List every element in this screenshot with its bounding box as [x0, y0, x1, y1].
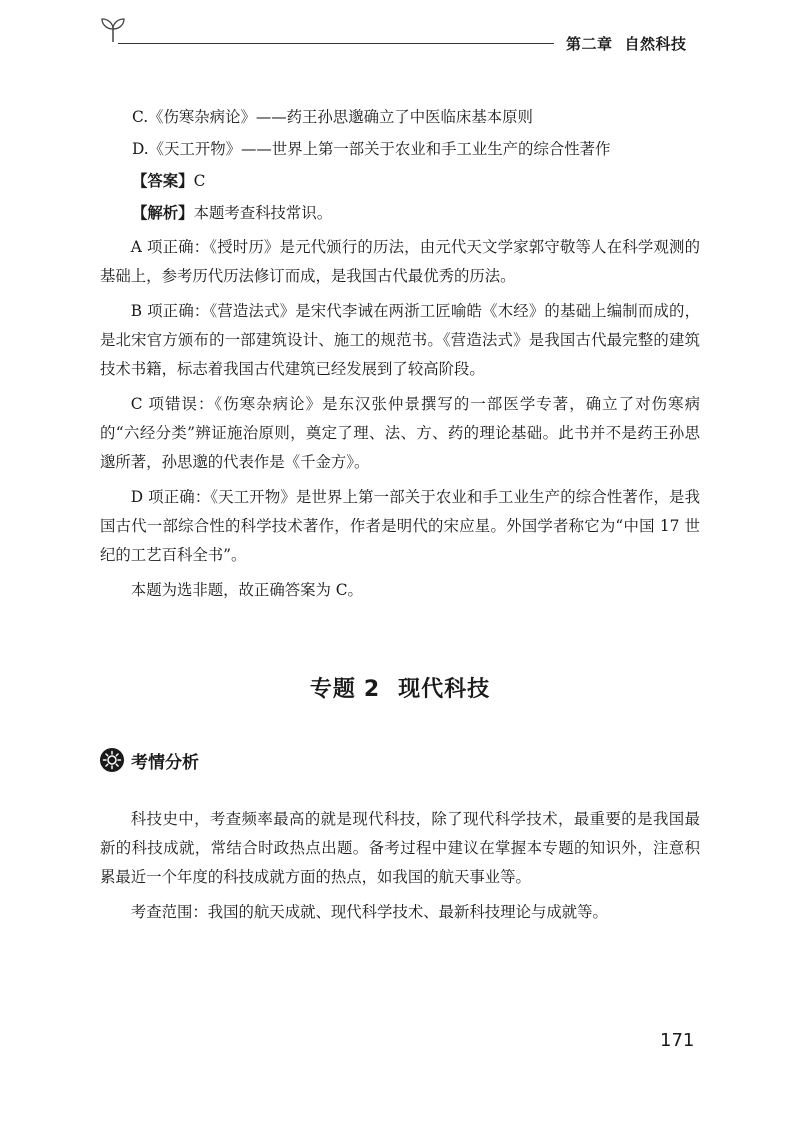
page-number: 171 — [660, 1030, 695, 1051]
paragraph-c: C 项错误：《伤寒杂病论》是东汉张仲景撰写的一部医学专著，确立了对伤寒病的“六经分类”辨证施治原则，奠定了理、法、方、药的理论基础。此书并不是药王孙思邈所著，孙思邈的代表作是《千金方》。 — [100, 395, 700, 471]
header-rule — [118, 43, 554, 44]
chapter-subject: 自然科技 — [624, 35, 687, 53]
chapter-title — [566, 33, 687, 54]
answer-label: 【答案】 — [132, 172, 194, 190]
sprout-icon — [98, 14, 128, 44]
paragraph-a: A 项正确：《授时历》是元代颁行的历法，由元代天文学家郭守敬等人在科学观测的基础上，参考历代历法修订而成，是我国古代最优秀的历法。 — [100, 238, 700, 285]
explanation-line — [132, 199, 700, 227]
paragraph-d: D 项正确：《天工开物》是世界上第一部关于农业和手工业生产的综合性著作，是我国古代一部综合性的科学技术著作，作者是明代的宋应星。外国学者称它为“中国 17 世纪的工艺百科全书”。 — [100, 488, 700, 564]
explanation-label: 【解析】 — [132, 204, 194, 222]
section-title — [0, 672, 800, 703]
section-name: 现代科技 — [398, 677, 491, 702]
option-d: D.《天工开物》——世界上第一部关于农业和手工业生产的综合性著作 — [132, 140, 611, 158]
paragraph-b: B 项正确：《营造法式》是宋代李诫在两浙工匠喻皓《木经》的基础上编制而成的，是北宋官方颁布的一部建筑设计、施工的规范书。《营造法式》是我国古代最完整的建筑技术书籍，标志着我国古代建筑已经发展到了较高阶段。 — [100, 302, 700, 378]
analysis-heading-text: 考情分析 — [131, 752, 199, 773]
option-c: C.《伤寒杂病论》——药王孙思邈确立了中医临床基本原则 — [132, 108, 533, 126]
answer-value: C — [193, 172, 206, 190]
answer-line — [132, 167, 700, 195]
analysis-scope: 考查范围：我国的航天成就、现代科学技术、最新科技理论与成就等。 — [130, 903, 608, 921]
page-header — [0, 0, 800, 60]
analysis-content — [100, 805, 700, 933]
section-number: 2 — [363, 677, 381, 702]
sun-icon — [99, 747, 125, 773]
chapter-label: 第二章 — [566, 35, 613, 53]
section-prefix: 专题 — [309, 677, 356, 702]
explanation-text: 本题考查科技常识。 — [193, 204, 333, 222]
analysis-heading — [99, 745, 199, 775]
analysis-paragraph: 科技史中，考查频率最高的就是现代科技，除了现代科学技术，最重要的是我国最新的科技成就，常结合时政热点出题。备考过程中建议在掌握本专题的知识外，注意积累最近一个年度的科技成就方面的热点，如我国的航天事业等。 — [100, 810, 700, 886]
paragraph-conclusion: 本题为选非题，故正确答案为 C。 — [130, 581, 363, 599]
question-content — [100, 103, 700, 611]
